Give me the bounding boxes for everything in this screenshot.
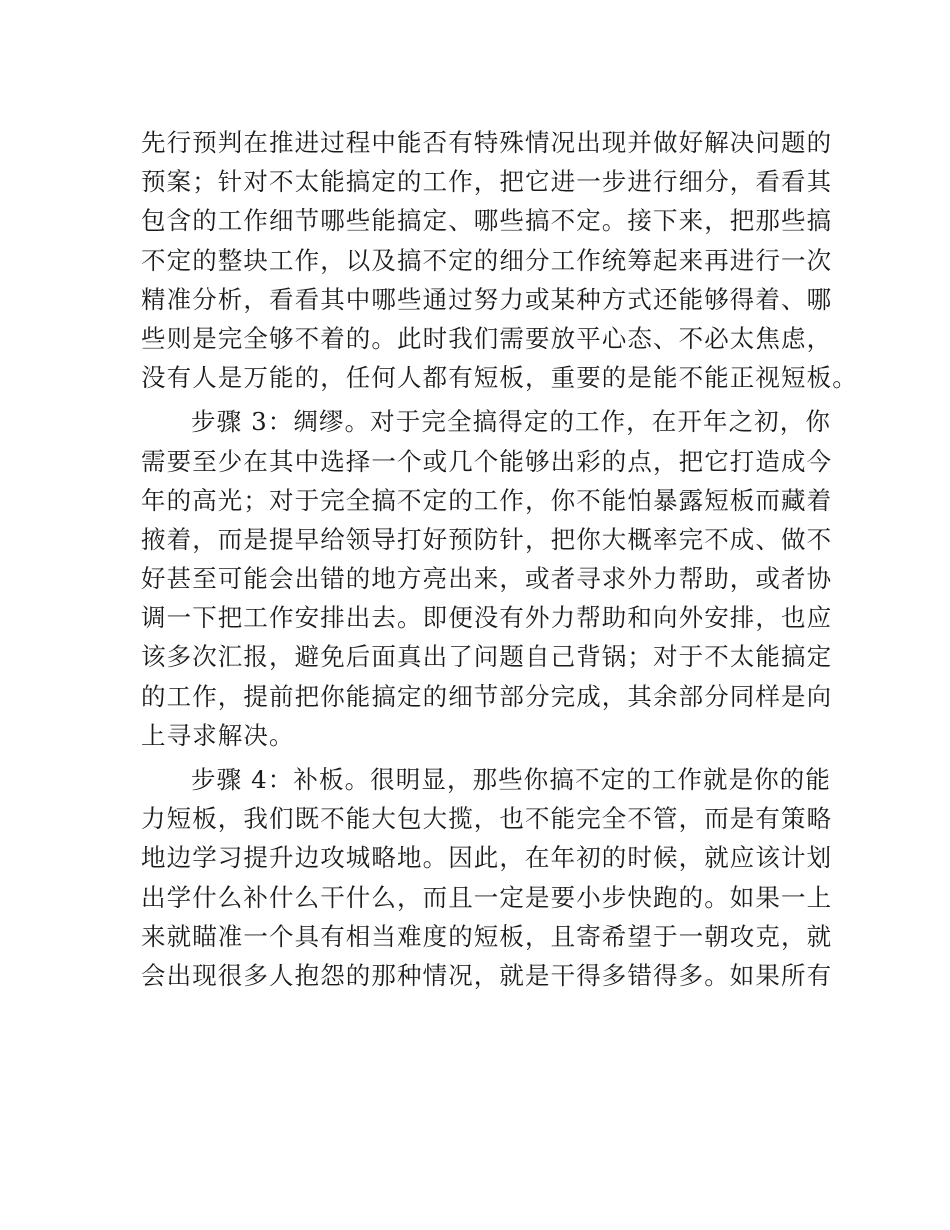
paragraph-1	[141, 123, 858, 397]
text-line: 力短板，我们既不能大包大揽，也不能完全不管，而是有策略	[141, 804, 833, 834]
paragraph-3	[141, 760, 833, 995]
text-line: 不定的整块工作，以及搞不定的细分工作统筹起来再进行一次	[141, 245, 833, 275]
text-line: 步骤 3：绸缪。对于完全搞得定的工作，在开年之初，你	[191, 407, 831, 437]
text-line: 会出现很多人抱怨的那种情况，就是干得多错得多。如果所有	[141, 960, 833, 990]
text-line: 没有人是万能的，任何人都有短板，重要的是能不能正视短板。	[141, 363, 858, 393]
text-line: 地边学习提升边攻城略地。因此，在年初的时候，就应该计划	[141, 843, 833, 873]
text-line: 些则是完全够不着的。此时我们需要放平心态、不必太焦虑，	[141, 323, 833, 353]
body-text	[141, 123, 858, 995]
text-line: 上寻求解决。	[141, 720, 295, 750]
text-line: 包含的工作细节哪些能搞定、哪些搞不定。接下来，把那些搞	[141, 206, 833, 236]
text-line: 步骤 4：补板。很明显，那些你搞不定的工作就是你的能	[191, 765, 831, 794]
text-line: 掖着，而是提早给领导打好预防针，把你大概率完不成、做不	[141, 524, 833, 554]
text-line: 好甚至可能会出错的地方亮出来，或者寻求外力帮助，或者协	[141, 564, 833, 594]
text-line: 来就瞄准一个具有相当难度的短板，且寄希望于一朝攻克，就	[141, 921, 833, 951]
paragraph-2	[141, 402, 833, 755]
text-line: 需要至少在其中选择一个或几个能够出彩的点，把它打造成今	[141, 446, 833, 476]
text-line: 年的高光；对于完全搞不定的工作，你不能怕暴露短板而藏着	[141, 485, 833, 515]
text-line: 调一下把工作安排出去。即便没有外力帮助和向外安排，也应	[141, 603, 833, 633]
text-line: 该多次汇报，避免后面真出了问题自己背锅；对于不太能搞定	[141, 642, 833, 672]
text-line: 精准分析，看看其中哪些通过努力或某种方式还能够得着、哪	[141, 284, 833, 314]
text-line: 先行预判在推进过程中能否有特殊情况出现并做好解决问题的	[141, 128, 833, 157]
text-line: 的工作，提前把你能搞定的细节部分完成，其余部分同样是向	[141, 681, 833, 711]
text-line: 预案；针对不太能搞定的工作，把它进一步进行细分，看看其	[141, 167, 833, 197]
text-line: 出学什么补什么干什么，而且一定是要小步快跑的。如果一上	[141, 882, 833, 912]
